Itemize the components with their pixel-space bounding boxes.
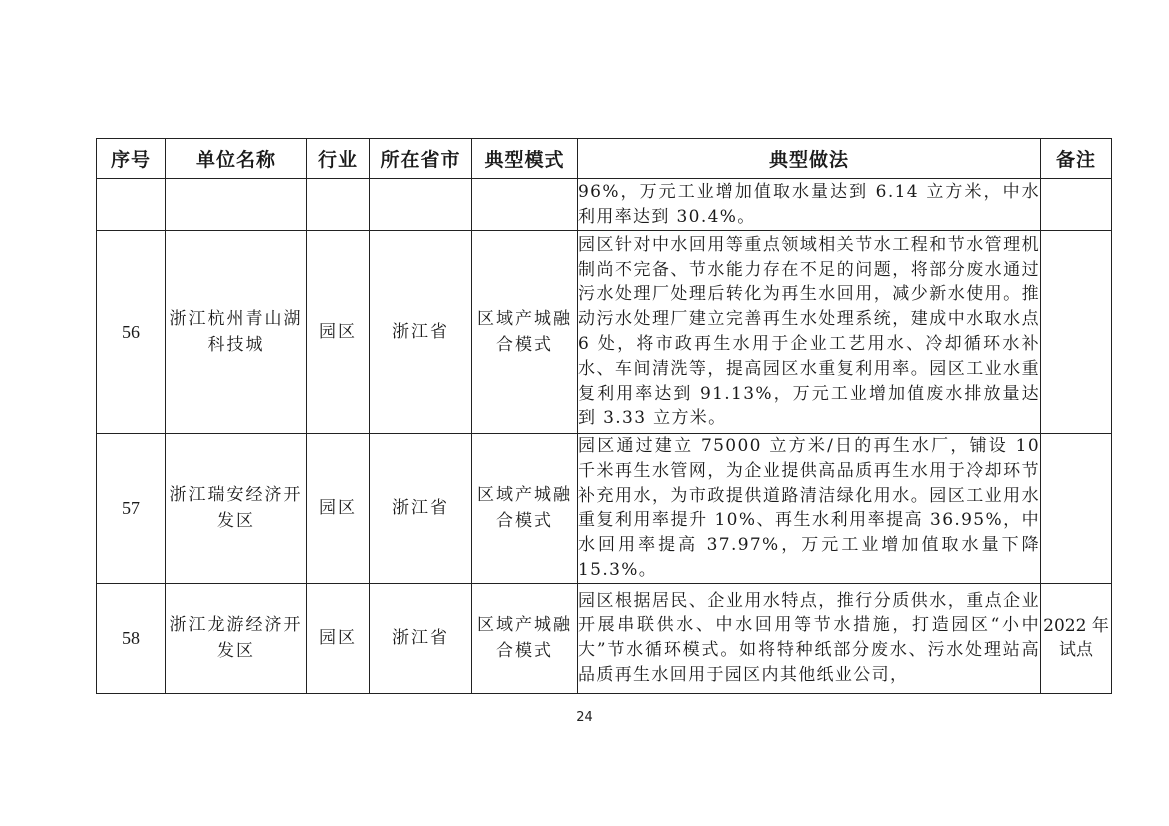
row-industry: 园区 xyxy=(307,231,370,434)
row-unit-name xyxy=(166,179,307,231)
table-row xyxy=(97,583,1112,693)
row-practice: 园区通过建立 75000 立方米/日的再生水厂，铺设 10 千米再生水管网，为企业提供高品质再生水用于冷却环节补充用水，为市政提供道路清洁绿化用水。园区工业用水重复利用率提升 10%、再生水利用率提高 36.95%，中水回用率提高 37.97%，万元工业增加值取水量下降 15.3%。 xyxy=(578,434,1041,584)
row-index xyxy=(97,179,166,231)
row-mode: 区域产城融合模式 xyxy=(472,231,578,434)
header-note: 备注 xyxy=(1041,139,1112,179)
row-industry: 园区 xyxy=(307,434,370,584)
row-province xyxy=(370,179,472,231)
table-row xyxy=(97,231,1112,434)
row-province: 浙江省 xyxy=(370,434,472,584)
page-number: 24 xyxy=(576,710,593,725)
row-province: 浙江省 xyxy=(370,583,472,693)
header-mode: 典型模式 xyxy=(472,139,578,179)
table-row xyxy=(97,434,1112,584)
table-row xyxy=(97,179,1112,231)
header-industry: 行业 xyxy=(307,139,370,179)
row-unit-name: 浙江杭州青山湖科技城 xyxy=(166,231,307,434)
header-practice: 典型做法 xyxy=(578,139,1041,179)
row-mode: 区域产城融合模式 xyxy=(472,583,578,693)
row-practice: 96%，万元工业增加值取水量达到 6.14 立方米，中水利用率达到 30.4%。 xyxy=(578,179,1041,231)
pilot-units-table xyxy=(96,138,1112,694)
row-note xyxy=(1041,179,1112,231)
table-header-row xyxy=(97,139,1112,179)
row-unit-name: 浙江龙游经济开发区 xyxy=(166,583,307,693)
row-note: 2022 年试点 xyxy=(1041,583,1112,693)
row-unit-name: 浙江瑞安经济开发区 xyxy=(166,434,307,584)
row-note xyxy=(1041,434,1112,584)
row-index: 56 xyxy=(97,231,166,434)
header-unit-name: 单位名称 xyxy=(166,139,307,179)
row-note xyxy=(1041,231,1112,434)
row-industry: 园区 xyxy=(307,583,370,693)
row-industry xyxy=(307,179,370,231)
row-index: 57 xyxy=(97,434,166,584)
row-mode xyxy=(472,179,578,231)
row-practice: 园区根据居民、企业用水特点，推行分质供水，重点企业开展串联供水、中水回用等节水措施，打造园区“小中大”节水循环模式。如将特种纸部分废水、污水处理站高品质再生水回用于园区内其他纸业公司， xyxy=(578,583,1041,693)
row-practice: 园区针对中水回用等重点领域相关节水工程和节水管理机制尚不完备、节水能力存在不足的问题，将部分废水通过污水处理厂处理后转化为再生水回用，减少新水使用。推动污水处理厂建立完善再生水处理系统，建成中水取水点 6 处，将市政再生水用于企业工艺用水、冷却循环水补水、车间清洗等，提高园区水重复利用率。园区工业水重复利用率达到 91.13%，万元工业增加值废水排放量达到 3.33 立方米。 xyxy=(578,231,1041,434)
header-index: 序号 xyxy=(97,139,166,179)
row-mode: 区域产城融合模式 xyxy=(472,434,578,584)
row-province: 浙江省 xyxy=(370,231,472,434)
header-province: 所在省市 xyxy=(370,139,472,179)
row-index: 58 xyxy=(97,583,166,693)
